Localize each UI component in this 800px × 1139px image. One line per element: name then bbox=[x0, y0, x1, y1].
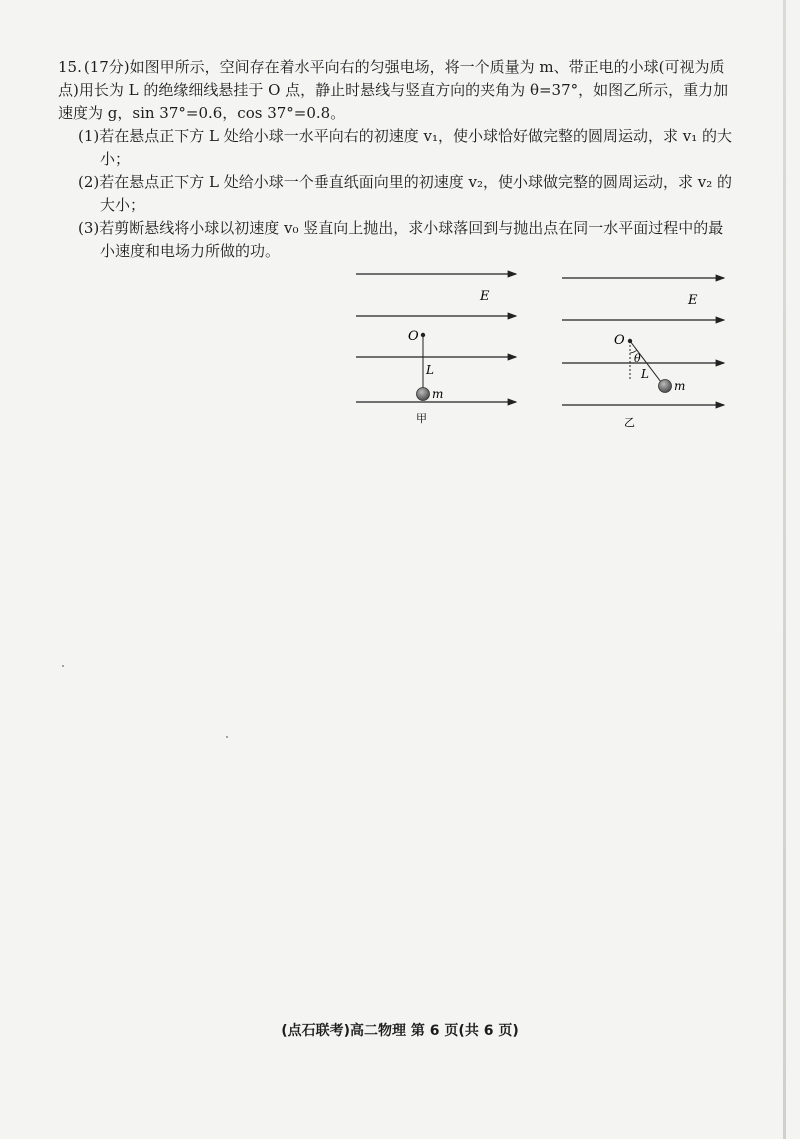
part-3: (3)若剪断悬线将小球以初速度 v₀ 竖直向上抛出，求小球落回到与抛出点在同一水平面过程中的最小速度和电场力所做的功。 bbox=[78, 219, 724, 260]
figures bbox=[350, 262, 740, 432]
field-label-e: E bbox=[480, 289, 490, 304]
caption-yi: 乙 bbox=[624, 416, 635, 429]
angle-label-theta: θ bbox=[634, 352, 641, 365]
part-1: (1)若在悬点正下方 L 处给小球一水平向右的初速度 v₁，使小球恰好做完整的圆周运动，求 v₁ 的大小； bbox=[78, 127, 733, 168]
problem-stem bbox=[58, 56, 738, 125]
pivot-label-o: O bbox=[614, 333, 625, 348]
caption-jia: 甲 bbox=[416, 412, 427, 425]
scan-speck bbox=[226, 736, 228, 738]
problem-15 bbox=[58, 56, 738, 263]
pivot-label-o: O bbox=[408, 329, 419, 344]
page-edge bbox=[783, 0, 786, 1139]
page-footer: (点石联考)高二物理 第 6 页(共 6 页) bbox=[281, 1023, 519, 1039]
length-label-l: L bbox=[641, 367, 649, 381]
scan-speck bbox=[62, 665, 64, 667]
ball bbox=[417, 388, 430, 401]
ball bbox=[659, 380, 672, 393]
length-label-l: L bbox=[426, 363, 434, 377]
figure-jia bbox=[356, 274, 516, 425]
problem-stem-text: (17分)如图甲所示，空间存在着水平向右的匀强电场，将一个质量为 m、带正电的小球(可视为质点)用长为 L 的绝缘细线悬挂于 O 点，静止时悬线与竖直方向的夹角为 θ=37°，如图乙所示，重力加速度为 g，sin 37°=0.6，cos 37°=0.8。 bbox=[58, 58, 729, 122]
mass-label-m: m bbox=[432, 387, 444, 401]
part-2: (2)若在悬点正下方 L 处给小球一个垂直纸面向里的初速度 v₂，使小球做完整的圆周运动，求 v₂ 的大小； bbox=[78, 173, 733, 214]
figures-svg bbox=[350, 262, 740, 432]
problem-number: 15. bbox=[58, 58, 82, 76]
field-label-e: E bbox=[688, 293, 698, 308]
mass-label-m: m bbox=[674, 379, 686, 393]
figure-yi bbox=[562, 278, 724, 429]
